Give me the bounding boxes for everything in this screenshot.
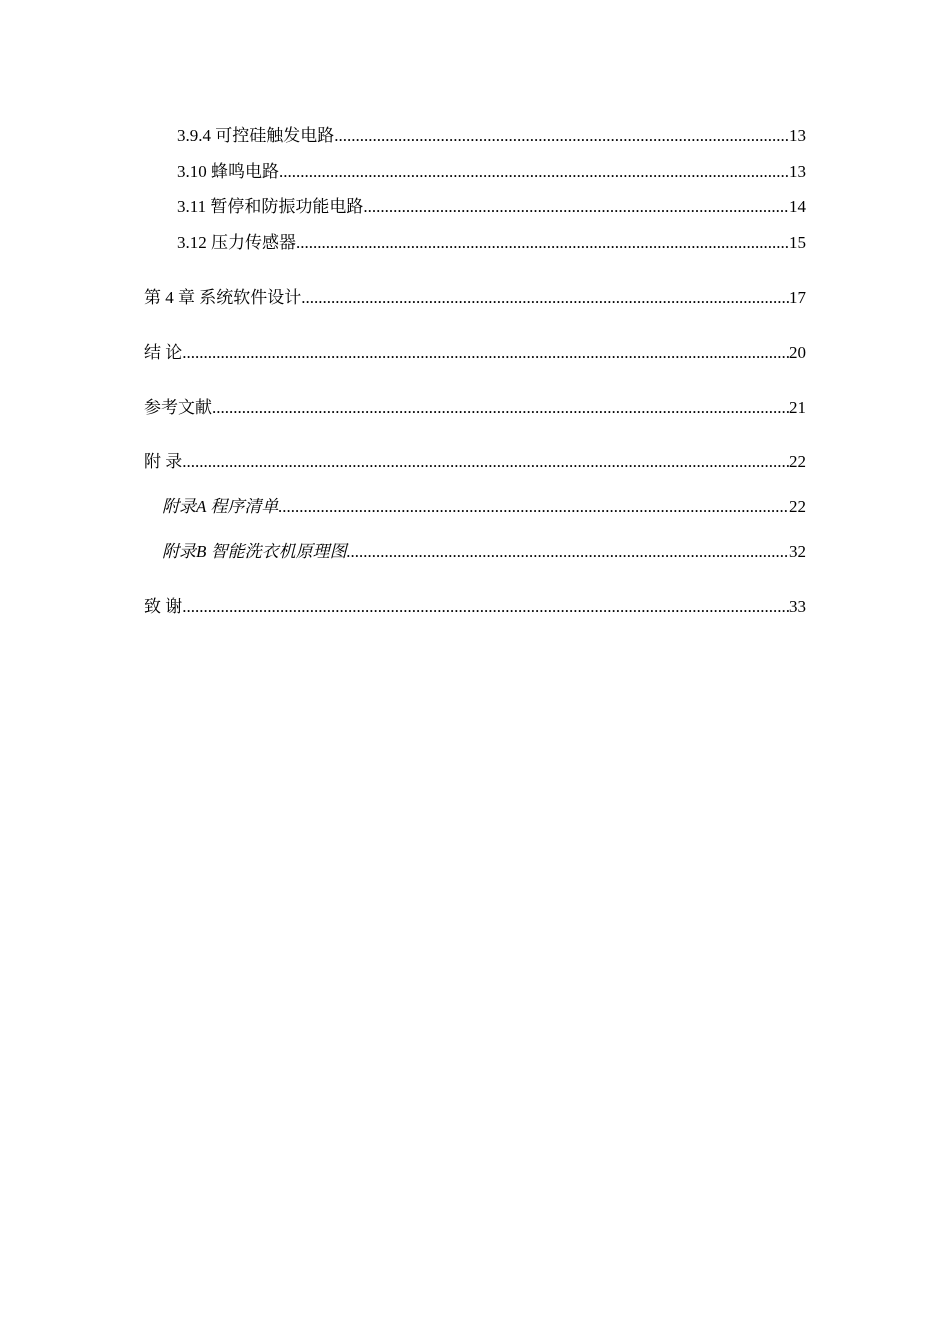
toc-entry-appendix-a[interactable]	[144, 495, 806, 519]
dot-leader	[296, 231, 789, 255]
toc-entry-chapter-4[interactable]	[144, 286, 806, 310]
toc-entry-appendix[interactable]	[144, 450, 806, 474]
toc-entry-page: 32	[789, 542, 806, 561]
toc-entry-3-12[interactable]	[144, 231, 806, 255]
toc-entry-title: 3.11 暂停和防振功能电路	[177, 197, 364, 216]
toc-entry-page: 14	[789, 197, 806, 216]
dot-leader	[301, 286, 789, 310]
dot-leader	[334, 124, 789, 148]
dot-leader	[182, 341, 789, 365]
toc-entry-title: 附录B 智能洗衣机原理图	[162, 542, 347, 561]
toc-entry-title: 第 4 章 系统软件设计	[144, 288, 302, 307]
toc-entry-title: 附录A 程序清单	[162, 497, 279, 516]
toc-entry-page: 13	[789, 126, 806, 145]
toc-entry-title: 致 谢	[144, 597, 183, 616]
toc-entry-title: 结 论	[144, 343, 183, 362]
dot-leader	[212, 396, 789, 420]
dot-leader	[363, 195, 789, 219]
toc-entry-page: 13	[789, 162, 806, 181]
toc-entry-appendix-b[interactable]	[144, 540, 806, 564]
toc-entry-3-11[interactable]	[144, 195, 806, 219]
dot-leader	[182, 450, 789, 474]
toc-entry-references[interactable]	[144, 396, 806, 420]
toc-entry-title: 附 录	[144, 452, 183, 471]
dot-leader	[182, 595, 789, 619]
dot-leader	[347, 540, 789, 564]
toc-entry-page: 22	[789, 452, 806, 471]
toc-entry-page: 21	[789, 398, 806, 417]
toc-entry-title: 3.12 压力传感器	[177, 233, 296, 252]
toc-entry-page: 15	[789, 233, 806, 252]
toc-entry-title: 3.9.4 可控硅触发电路	[177, 126, 335, 145]
toc-entry-title: 参考文献	[144, 398, 212, 417]
dot-leader	[279, 160, 789, 184]
toc-entry-page: 20	[789, 343, 806, 362]
dot-leader	[278, 495, 789, 519]
toc-entry-acknowledgements[interactable]	[144, 595, 806, 619]
toc-entry-3-9-4[interactable]	[144, 124, 806, 148]
toc-entry-page: 22	[789, 497, 806, 516]
toc-entry-conclusion[interactable]	[144, 341, 806, 365]
toc-entry-3-10[interactable]	[144, 160, 806, 184]
toc-entry-title: 3.10 蜂鸣电路	[177, 162, 279, 181]
toc-entry-page: 33	[789, 597, 806, 616]
toc-entry-page: 17	[789, 288, 806, 307]
